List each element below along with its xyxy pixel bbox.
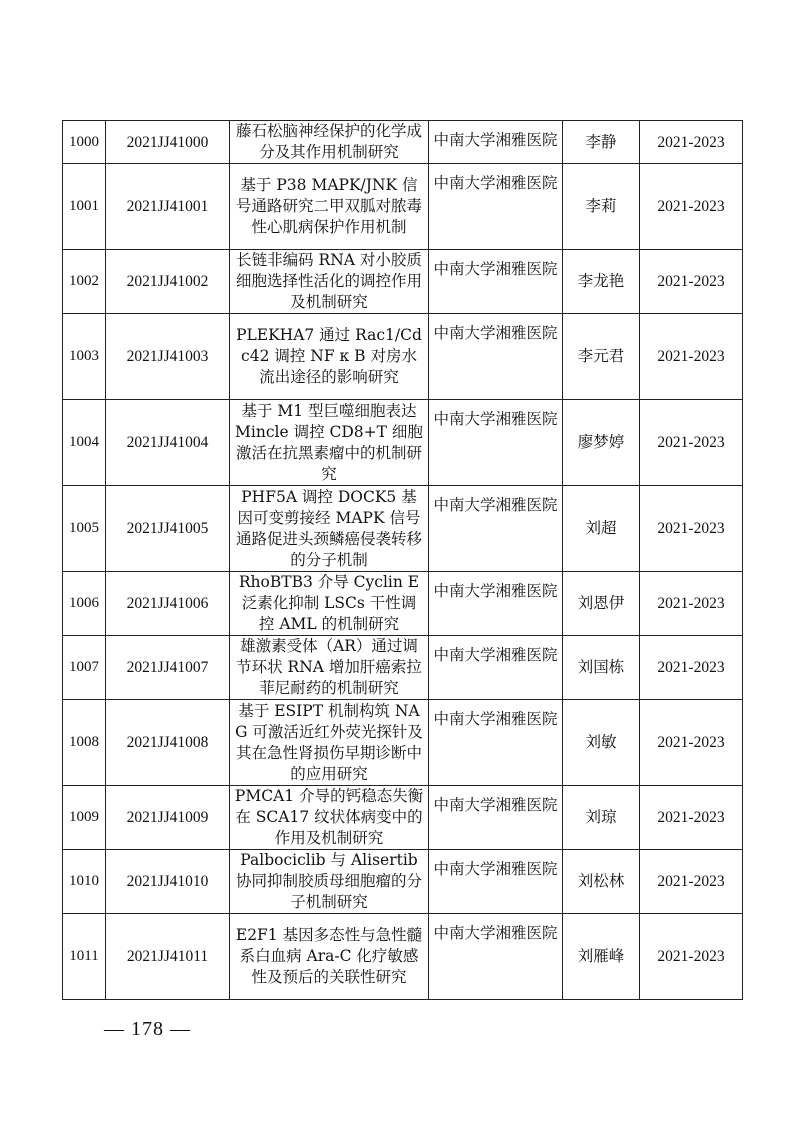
- project-code-cell: 2021JJ41008: [106, 700, 230, 786]
- principal-investigator-cell: 李静: [563, 121, 640, 164]
- project-code-cell: 2021JJ41001: [106, 164, 230, 250]
- project-period-cell: 2021-2023: [640, 700, 743, 786]
- row-number-cell: 1008: [63, 700, 106, 786]
- project-title-cell: PLEKHA7 通过 Rac1/Cdc42 调控 NF κ B 对房水流出途径的影响研究: [230, 314, 429, 400]
- principal-investigator-cell: 李龙艳: [563, 250, 640, 314]
- project-period-cell: 2021-2023: [640, 786, 743, 850]
- row-number-cell: 1003: [63, 314, 106, 400]
- table-row: [63, 850, 743, 914]
- principal-investigator-cell: 刘超: [563, 486, 640, 572]
- project-period-cell: 2021-2023: [640, 636, 743, 700]
- row-number-cell: 1010: [63, 850, 106, 914]
- principal-investigator-cell: 刘雁峰: [563, 914, 640, 1000]
- table-row: [63, 314, 743, 400]
- table-row: [63, 250, 743, 314]
- project-period-cell: 2021-2023: [640, 486, 743, 572]
- table-body: [63, 121, 743, 1000]
- project-code-cell: 2021JJ41011: [106, 914, 230, 1000]
- principal-investigator-cell: 刘琼: [563, 786, 640, 850]
- project-table: [62, 120, 743, 1000]
- institution-cell: 中南大学湘雅医院: [429, 121, 563, 164]
- row-number-cell: 1000: [63, 121, 106, 164]
- project-period-cell: 2021-2023: [640, 850, 743, 914]
- row-number-cell: 1004: [63, 400, 106, 486]
- project-period-cell: 2021-2023: [640, 314, 743, 400]
- project-period-cell: 2021-2023: [640, 572, 743, 636]
- page-number: — 178 —: [104, 1018, 191, 1040]
- project-title-cell: RhoBTB3 介导 Cyclin E 泛素化抑制 LSCs 干性调控 AML 的机制研究: [230, 572, 429, 636]
- row-number-cell: 1006: [63, 572, 106, 636]
- project-title-cell: PMCA1 介导的钙稳态失衡在 SCA17 纹状体病变中的作用及机制研究: [230, 786, 429, 850]
- table-row: [63, 914, 743, 1000]
- project-code-cell: 2021JJ41004: [106, 400, 230, 486]
- project-title-cell: 雄激素受体（AR）通过调节环状 RNA 增加肝癌索拉菲尼耐药的机制研究: [230, 636, 429, 700]
- project-code-cell: 2021JJ41003: [106, 314, 230, 400]
- project-code-cell: 2021JJ41005: [106, 486, 230, 572]
- project-title-cell: Palbociclib 与 Alisertib 协同抑制胶质母细胞瘤的分子机制研究: [230, 850, 429, 914]
- institution-cell: 中南大学湘雅医院: [429, 850, 563, 914]
- project-title-cell: PHF5A 调控 DOCK5 基因可变剪接经 MAPK 信号通路促进头颈鳞癌侵袭转移的分子机制: [230, 486, 429, 572]
- project-title-cell: 基于 ESIPT 机制构筑 NAG 可激活近红外荧光探针及其在急性肾损伤早期诊断中的应用研究: [230, 700, 429, 786]
- institution-cell: 中南大学湘雅医院: [429, 250, 563, 314]
- table-row: [63, 636, 743, 700]
- table-row: [63, 486, 743, 572]
- project-title-cell: 基于 P38 MAPK/JNK 信号通路研究二甲双胍对脓毒性心肌病保护作用机制: [230, 164, 429, 250]
- table-row: [63, 572, 743, 636]
- project-period-cell: 2021-2023: [640, 121, 743, 164]
- row-number-cell: 1011: [63, 914, 106, 1000]
- table-row: [63, 786, 743, 850]
- project-code-cell: 2021JJ41002: [106, 250, 230, 314]
- project-period-cell: 2021-2023: [640, 400, 743, 486]
- principal-investigator-cell: 廖梦婷: [563, 400, 640, 486]
- principal-investigator-cell: 李元君: [563, 314, 640, 400]
- principal-investigator-cell: 刘松林: [563, 850, 640, 914]
- institution-cell: 中南大学湘雅医院: [429, 572, 563, 636]
- table-row: [63, 700, 743, 786]
- project-code-cell: 2021JJ41010: [106, 850, 230, 914]
- row-number-cell: 1005: [63, 486, 106, 572]
- project-code-cell: 2021JJ41000: [106, 121, 230, 164]
- project-period-cell: 2021-2023: [640, 250, 743, 314]
- table-row: [63, 400, 743, 486]
- project-code-cell: 2021JJ41007: [106, 636, 230, 700]
- project-code-cell: 2021JJ41009: [106, 786, 230, 850]
- institution-cell: 中南大学湘雅医院: [429, 700, 563, 786]
- institution-cell: 中南大学湘雅医院: [429, 786, 563, 850]
- principal-investigator-cell: 李莉: [563, 164, 640, 250]
- principal-investigator-cell: 刘国栋: [563, 636, 640, 700]
- institution-cell: 中南大学湘雅医院: [429, 486, 563, 572]
- project-title-cell: E2F1 基因多态性与急性髓系白血病 Ara-C 化疗敏感性及预后的关联性研究: [230, 914, 429, 1000]
- table-row: [63, 164, 743, 250]
- project-title-cell: 基于 M1 型巨噬细胞表达 Mincle 调控 CD8+T 细胞激活在抗黑素瘤中的机制研究: [230, 400, 429, 486]
- institution-cell: 中南大学湘雅医院: [429, 314, 563, 400]
- row-number-cell: 1009: [63, 786, 106, 850]
- row-number-cell: 1001: [63, 164, 106, 250]
- row-number-cell: 1002: [63, 250, 106, 314]
- project-period-cell: 2021-2023: [640, 164, 743, 250]
- institution-cell: 中南大学湘雅医院: [429, 636, 563, 700]
- project-code-cell: 2021JJ41006: [106, 572, 230, 636]
- principal-investigator-cell: 刘恩伊: [563, 572, 640, 636]
- project-title-cell: 藤石松脑神经保护的化学成分及其作用机制研究: [230, 121, 429, 164]
- institution-cell: 中南大学湘雅医院: [429, 400, 563, 486]
- institution-cell: 中南大学湘雅医院: [429, 914, 563, 1000]
- project-title-cell: 长链非编码 RNA 对小胶质细胞选择性活化的调控作用及机制研究: [230, 250, 429, 314]
- row-number-cell: 1007: [63, 636, 106, 700]
- principal-investigator-cell: 刘敏: [563, 700, 640, 786]
- project-period-cell: 2021-2023: [640, 914, 743, 1000]
- table-row: [63, 121, 743, 164]
- institution-cell: 中南大学湘雅医院: [429, 164, 563, 250]
